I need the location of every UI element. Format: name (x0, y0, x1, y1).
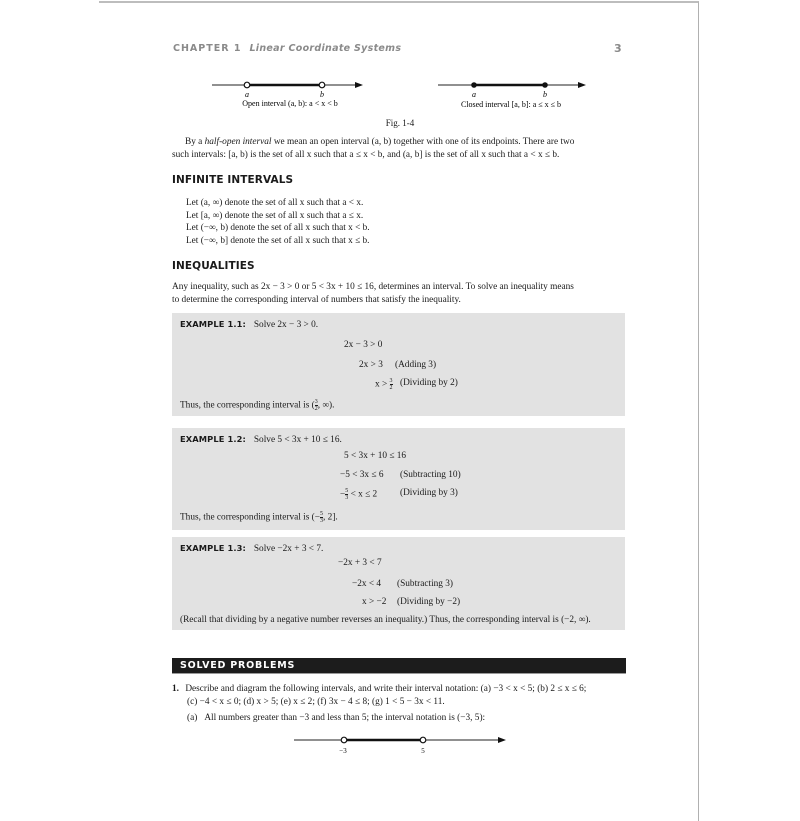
step-note: (Dividing by 2) (400, 378, 458, 388)
open-endpoint-left (341, 737, 347, 743)
arrow-head-icon (578, 82, 586, 88)
example-conclusion: Thus, the corresponding interval is (− $\frac{5}{3}$ , 2]. (180, 511, 338, 524)
example-problem: Solve 5 < 3x + 10 ≤ 16. (253, 435, 342, 445)
solution-step (352, 579, 454, 589)
step-note: (Dividing by −2) (397, 597, 461, 607)
step-expression: −2x + 3 < 7 (338, 558, 382, 568)
example-problem: Solve −2x + 3 < 7. (253, 544, 324, 554)
step-note: (Adding 3) (395, 360, 437, 370)
infinite-interval-item: Let (a, ∞) denote the set of all x such that a < x. (186, 198, 364, 208)
arrow-head-icon (355, 82, 363, 88)
example-box-1-2 (172, 428, 625, 530)
problem-1 (172, 683, 586, 708)
solution-step: − $\frac{5}{3}$ < x ≤ 2 (Dividing by 3) (340, 488, 458, 501)
fraction: $\frac{3}{2}$ (389, 378, 393, 391)
text: to determine the corresponding interval of numbers that satisfy the inequality. (172, 294, 461, 305)
example-conclusion: (Recall that dividing by a negative number reverses an inequality.) Thus, the corresponding interval is (−2, ∞). (180, 615, 591, 625)
step-expression: 5 < 3x + 10 ≤ 16 (344, 451, 407, 461)
problem-1-part-a (187, 712, 485, 725)
example-label: EXAMPLE 1.2: (180, 434, 246, 444)
step-expression: 2x − 3 > 0 (344, 340, 383, 350)
solution-step (340, 470, 461, 480)
solution-step (375, 378, 458, 391)
step-expression: 2x > 3 (359, 360, 383, 370)
step-note: (Subtracting 3) (397, 579, 454, 589)
example-label: EXAMPLE 1.3: (180, 543, 246, 553)
infinite-interval-item: Let (−∞, b] denote the set of all x such that x ≤ b. (186, 235, 370, 246)
step-expression: < x ≤ 2 (350, 489, 378, 500)
point-label-a: a (245, 90, 249, 99)
example-conclusion: Thus, the corresponding interval is ( $\frac{3}{2}$ , ∞). (180, 399, 335, 412)
text: By a (185, 137, 205, 147)
closed-endpoint-b (542, 82, 548, 88)
half-open-paragraph (172, 136, 628, 161)
closed-endpoint-a (471, 82, 477, 88)
inequalities-paragraph (172, 281, 628, 306)
open-interval-caption: Open interval (a, b): a < x < b (242, 99, 338, 108)
solved-problems-heading: SOLVED PROBLEMS (180, 660, 296, 671)
step-expression: −5 < 3x ≤ 6 (340, 470, 384, 480)
tick-label-left: −3 (339, 747, 347, 755)
step-note: (Subtracting 10) (400, 470, 461, 480)
section-heading-infinite-intervals: INFINITE INTERVALS (172, 174, 294, 186)
part-text: All numbers greater than −3 and less than 5; the interval notation is (−3, 5): (204, 713, 486, 723)
infinite-interval-item: Let [a, ∞) denote the set of all x such that a ≤ x. (186, 210, 364, 221)
fraction: $\frac{5}{3}$ (345, 488, 349, 501)
open-interval-diagram (212, 82, 363, 108)
solution-step (362, 597, 461, 607)
solved-problems-banner (172, 658, 626, 674)
step-expression: x > −2 (362, 597, 387, 607)
example-title (180, 434, 342, 445)
solution-step (359, 360, 437, 370)
closed-interval-caption: Closed interval [a, b]: a ≤ x ≤ b (460, 100, 562, 109)
open-endpoint-a (244, 82, 250, 88)
problem-text: (c) −4 < x ≤ 0; (d) x > 5; (e) x ≤ 2; (f) 3x − 4 ≤ 8; (g) 1 < 5 − 3x < 11. (187, 696, 445, 707)
example-box-1-1 (172, 313, 625, 416)
text: Any inequality, such as 2x − 3 > 0 or 5 < 3x + 10 ≤ 16, determines an interval. To solve an inequality means (172, 282, 574, 292)
example-problem: Solve 2x − 3 > 0. (253, 320, 319, 330)
chapter-label: CHAPTER 1 (173, 43, 242, 54)
example-title (180, 319, 318, 330)
solution-step (344, 451, 406, 461)
part-label: (a) (187, 713, 198, 723)
figure-caption: Fig. 1-4 (385, 118, 415, 128)
open-endpoint-right (420, 737, 426, 743)
chapter-title: Linear Coordinate Systems (249, 43, 402, 54)
example-box-1-3 (172, 537, 625, 630)
page-number: 3 (614, 42, 622, 55)
figure-1-4 (0, 0, 800, 130)
arrow-head-icon (498, 737, 506, 743)
problem-text: Describe and diagram the following intervals, and write their interval notation: (a) −3 < x < 5; (b) 2 ≤ x ≤ 6; (185, 684, 587, 694)
example-title (180, 543, 323, 554)
infinite-interval-item: Let (−∞, b) denote the set of all x such that x < b. (186, 223, 370, 234)
solution-step (338, 558, 382, 568)
term-half-open-interval: half-open interval (204, 137, 272, 147)
point-label-b: b (320, 90, 324, 99)
solution-step (344, 340, 382, 350)
closed-interval-diagram (438, 82, 586, 109)
point-label-a: a (472, 90, 476, 99)
open-endpoint-b (319, 82, 325, 88)
point-label-b: b (543, 90, 547, 99)
example-label: EXAMPLE 1.1: (180, 319, 246, 329)
problem-number: 1. (172, 684, 179, 694)
problem-1a-diagram (0, 725, 800, 765)
step-note: (Dividing by 3) (400, 488, 458, 498)
section-heading-inequalities: INEQUALITIES (172, 260, 255, 272)
text: we mean an open interval (a, b) together with one of its endpoints. There are two (271, 137, 575, 147)
text: such intervals: [a, b) is the set of all x such that a ≤ x < b, and (a, b] is the set of all x such that a < x ≤ b. (172, 149, 560, 160)
step-expression: x > (375, 379, 388, 390)
tick-label-right: 5 (421, 747, 425, 755)
step-expression: −2x < 4 (352, 579, 382, 589)
